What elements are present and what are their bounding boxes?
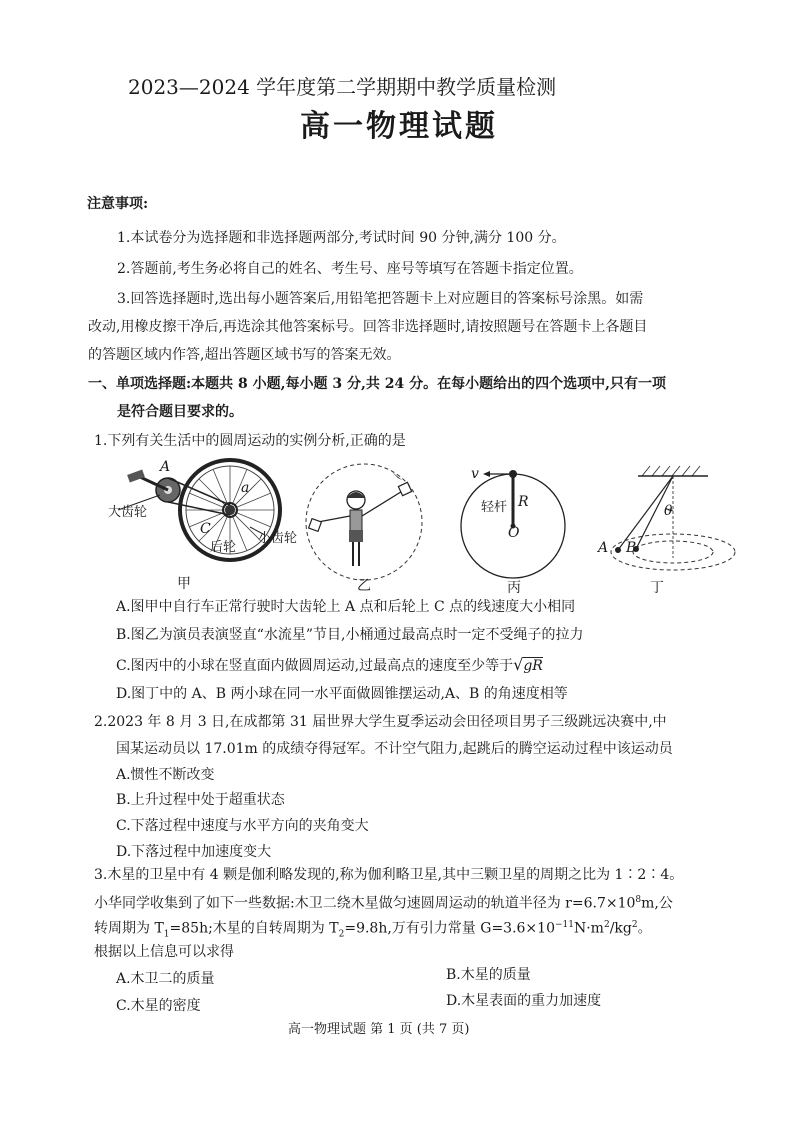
- caption-yi: 乙: [357, 578, 371, 594]
- note-3-line1: 3.回答选择题时,选出每小题答案后,用铅笔把答题卡上对应题目的答案标号涂黑。如需: [117, 291, 644, 307]
- label-small-gear: 小齿轮: [258, 531, 298, 546]
- q1-option-b: B.图乙为演员表演竖直“水流星”节目,小桶通过最高点时一定不受绳子的拉力: [116, 627, 584, 643]
- label-a: a: [241, 480, 250, 496]
- caption-jia: 甲: [177, 576, 191, 592]
- dashed-orbit: [306, 464, 422, 580]
- q2-option-a: A.惯性不断改变: [116, 767, 215, 783]
- q2-stem-line1: 2.2023 年 8 月 3 日,在成都第 31 届世界大学生夏季运动会田径项目男子三级跳远决赛中,中: [94, 714, 667, 730]
- q1-stem: 1.下列有关生活中的圆周运动的实例分析,正确的是: [94, 433, 406, 449]
- performer: [318, 490, 404, 566]
- label-big-gear: 大齿轮: [108, 505, 148, 520]
- chain-bottom: [168, 502, 230, 515]
- q2-option-c: C.下落过程中速度与水平方向的夹角变大: [116, 818, 369, 834]
- page-footer: 高一物理试题 第 1 页 (共 7 页): [288, 1022, 470, 1037]
- label-C: C: [200, 521, 211, 537]
- ball: [509, 470, 517, 478]
- label-A: A: [160, 459, 171, 475]
- bucket-left: [309, 519, 322, 532]
- label-v: v: [471, 466, 479, 482]
- q3-option-b: B.木星的质量: [446, 967, 531, 983]
- caption-bing: 丙: [507, 580, 521, 596]
- q1-option-d: D.图丁中的 A、B 两小球在同一水平面做圆锥摆运动,A、B 的角速度相等: [116, 686, 568, 702]
- q2-option-b: B.上升过程中处于超重状态: [116, 792, 285, 808]
- label-R: R: [518, 494, 529, 510]
- notes-heading: 注意事项:: [87, 196, 149, 212]
- q3-stem-line1: 3.木星的卫星中有 4 颗是伽利略发现的,称为伽利略卫星,其中三颗卫星的周期之比为 1∶2∶4。: [94, 867, 684, 883]
- q3-option-c: C.木星的密度: [116, 998, 201, 1014]
- note-3-line2: 改动,用橡皮擦干净后,再选涂其他答案标号。回答非选择题时,请按照题号在答题卡上各题目: [88, 319, 648, 335]
- figure-yi: [300, 458, 428, 586]
- label-O: O: [508, 525, 520, 541]
- note-1: 1.本试卷分为选择题和非选择题两部分,考试时间 90 分钟,满分 100 分。: [117, 230, 566, 246]
- caption-ding: 丁: [650, 580, 664, 596]
- q2-option-d: D.下落过程中加速度变大: [116, 844, 272, 860]
- q1-option-c: C.图丙中的小球在竖直面内做圆周运动,过最高点的速度至少等于√gR: [116, 655, 543, 674]
- page-title: 高一物理试题: [300, 109, 498, 144]
- ball-A: [615, 547, 621, 553]
- exam-subtitle: 2023—2024 学年度第二学期期中教学质量检测: [128, 75, 557, 99]
- q3-option-a: A.木卫二的质量: [116, 971, 215, 987]
- q3-stem-line4: 根据以上信息可以求得: [94, 944, 234, 960]
- note-2: 2.答题前,考生务必将自己的姓名、考生号、座号等填写在答题卡指定位置。: [117, 261, 583, 277]
- section-heading-line2: 是符合题目要求的。: [117, 404, 243, 420]
- label-theta: θ: [664, 503, 673, 519]
- label-rear-wheel: 后轮: [210, 540, 237, 555]
- figure-jia: [100, 455, 300, 585]
- figure-ding: [598, 460, 748, 582]
- q3-stem-line3: 转周期为 $T_1=85h$;木星的自转周期为 $T_2=9.8h$,万有引力常量 $G=3.6\times 10^{-11}N\cdot m^2/kg^2$。: [94, 920, 652, 940]
- section-heading: 一、单项选择题:本题共 8 小题,每小题 3 分,共 24 分。在每小题给出的四个选项中,只有一项: [88, 376, 666, 392]
- q1-option-a: A.图甲中自行车正常行驶时大齿轮上 A 点和后轮上 C 点的线速度大小相同: [116, 599, 576, 615]
- q3-option-d: D.木星表面的重力加速度: [446, 993, 602, 1009]
- q3-stem-line2: 小华同学收集到了如下一些数据:木卫二绕木星做匀速圆周运动的轨道半径为 $r=6.7\times 10^8m$,公: [94, 895, 673, 912]
- label-A-ding: A: [598, 540, 609, 556]
- pedal: [127, 470, 145, 483]
- q2-stem-line2: 国某运动员以 17.01m 的成绩夺得冠军。不计空气阻力,起跳后的腾空运动过程中该运动员: [116, 741, 673, 757]
- bucket-top: [398, 482, 411, 495]
- sqrt-gR: gR: [523, 658, 543, 674]
- label-rod: 轻杆: [481, 500, 508, 515]
- note-3-line3: 的答题区域内作答,超出答题区域书写的答案无效。: [88, 347, 401, 363]
- label-B-ding: B: [626, 540, 637, 556]
